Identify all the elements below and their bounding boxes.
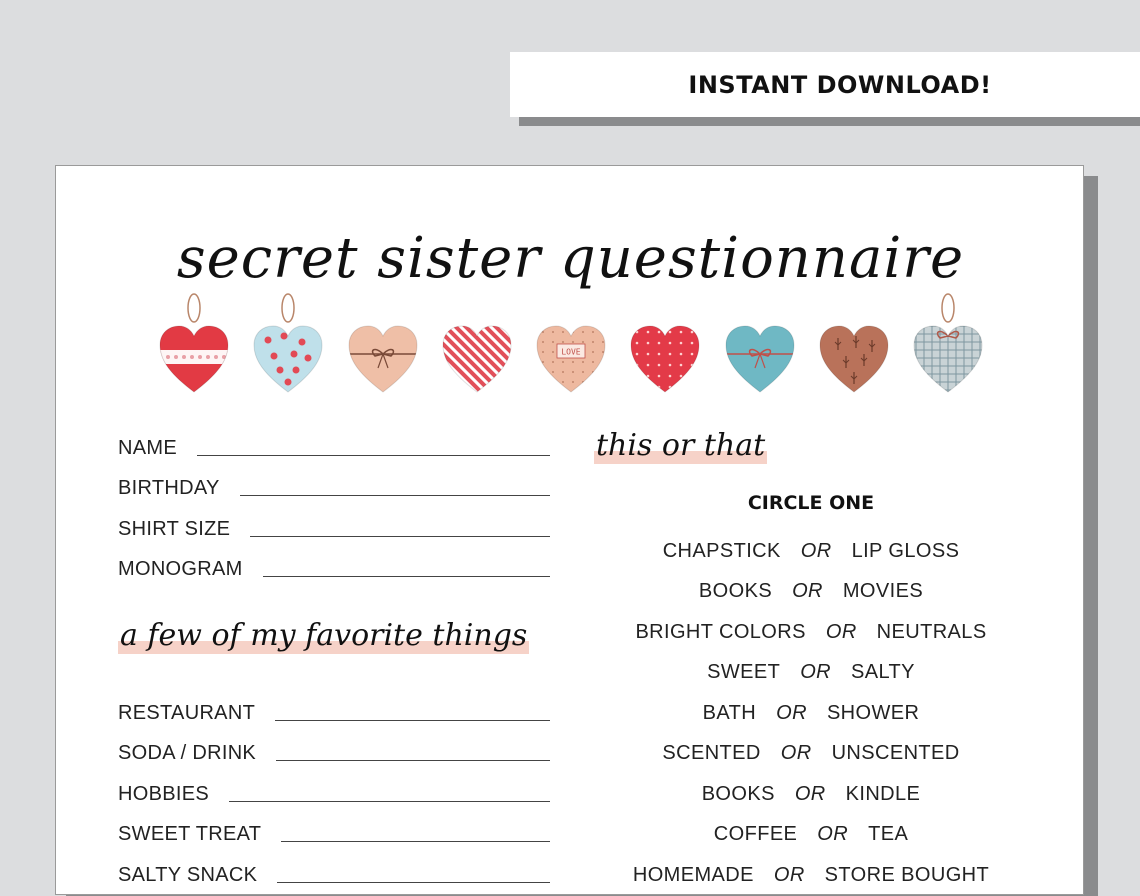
field-row [118,845,550,886]
choice-option-a[interactable]: SCENTED [662,742,761,765]
field-row [118,459,550,500]
choice-row [576,693,1046,734]
love-tag-heart-icon [533,290,609,396]
leaf-brown-heart-icon [816,290,892,396]
field-row [118,683,550,724]
favorites-heading [118,618,529,654]
striped-heart-icon [439,290,515,396]
field-label: SWEET TREAT [118,823,262,845]
field-label: HOBBIES [118,782,210,805]
field-label: MONOGRAM [118,558,243,580]
hearts-row [156,286,986,396]
field-label: SODA / DRINK [118,742,257,764]
choice-option-b[interactable]: SHOWER [826,701,920,724]
choice-option-a[interactable]: SWEET [707,661,781,684]
field-row [118,540,550,581]
or-label: OR [800,539,832,562]
field-input-line[interactable] [197,455,550,456]
or-label: OR [817,823,849,846]
choice-option-a[interactable]: HOMEMADE [632,863,754,886]
field-label: SHIRT SIZE [118,517,231,540]
favorites-fields [118,683,550,886]
choice-option-a[interactable]: BRIGHT COLORS [635,620,806,643]
choice-row [576,815,1046,856]
choice-row [576,531,1046,572]
circle-one-label: CIRCLE ONE [747,492,875,514]
choice-option-a[interactable]: BOOKS [701,782,775,805]
or-label: OR [776,701,807,724]
field-label: NAME [118,436,177,459]
page-title: secret sister questionnaire [176,226,965,291]
field-label: SALTY SNACK [118,863,258,886]
field-input-line[interactable] [229,801,550,802]
choice-option-b[interactable]: SALTY [851,661,915,684]
field-label: RESTAURANT [118,701,256,724]
field-input-line[interactable] [275,720,550,721]
choice-row [576,653,1046,694]
choices-list [576,531,1046,896]
field-input-line[interactable] [281,841,550,842]
this-or-that-heading-text: this or that [596,428,766,463]
questionnaire-sheet [55,165,1084,895]
choice-option-a[interactable]: BATH [702,701,757,724]
floral-blue-heart-icon [250,290,326,396]
choice-row [576,734,1046,775]
choice-option-b[interactable]: TEA [868,823,909,846]
choice-option-a[interactable]: CHAPSTICK [662,539,781,562]
choice-option-b[interactable]: NEUTRALS [876,620,987,643]
choice-option-b[interactable]: LIP GLOSS [851,539,960,562]
field-input-line[interactable] [263,576,550,577]
bow-peach-heart-icon [345,290,421,396]
choice-row [576,774,1046,815]
choice-option-b[interactable]: STORE BOUGHT [824,863,990,886]
or-label: OR [794,782,826,805]
choice-option-b[interactable]: KINDLE [845,782,921,805]
this-or-that-heading [594,428,767,464]
field-row [118,805,550,846]
plaid-heart-icon [910,290,986,396]
or-label: OR [773,863,805,886]
field-row [118,724,550,765]
banner-text: INSTANT DOWNLOAD! [688,70,992,99]
field-input-line[interactable] [240,495,550,496]
love-tag-text: LOVE [561,347,581,357]
or-label: OR [792,580,823,603]
dotted-red-heart-icon [627,290,703,396]
choice-row [576,855,1046,896]
field-row [118,499,550,540]
choice-option-a[interactable]: COFFEE [713,823,798,846]
choice-row [576,572,1046,613]
field-input-line[interactable] [276,760,550,761]
or-label: OR [825,620,857,643]
bow-teal-heart-icon [722,290,798,396]
field-input-line[interactable] [250,536,550,537]
choice-option-b[interactable]: UNSCENTED [831,742,960,765]
field-input-line[interactable] [277,882,550,883]
or-label: OR [780,742,812,765]
choice-option-a[interactable]: BOOKS [698,580,773,603]
field-row [118,764,550,805]
red-lace-heart-icon [156,290,232,396]
field-label: BIRTHDAY [118,477,220,499]
choice-row [576,612,1046,653]
or-label: OR [800,661,832,684]
field-row [118,418,550,459]
choice-option-b[interactable]: MOVIES [842,580,924,603]
profile-fields [118,418,550,580]
instant-download-banner [510,52,1140,117]
favorites-heading-text: a few of my favorite things [120,618,528,653]
